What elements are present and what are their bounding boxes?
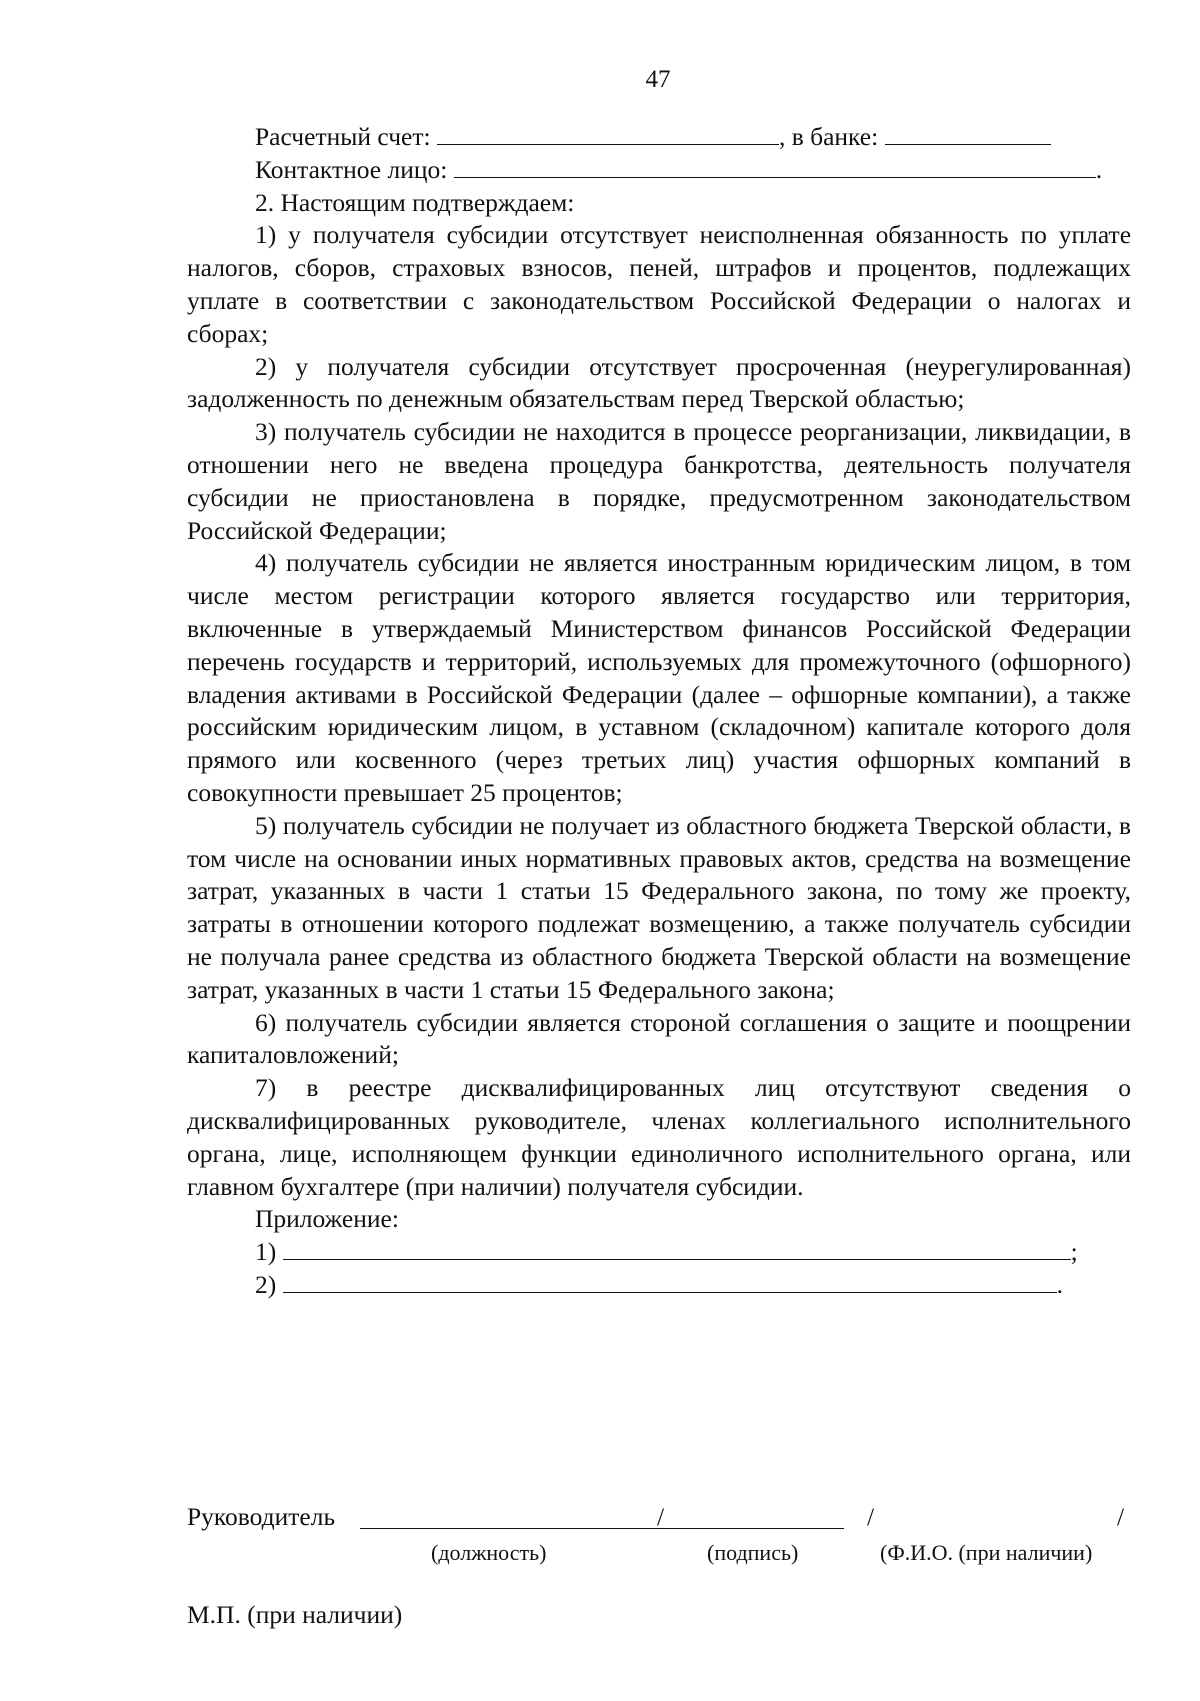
attachment-num: 1) xyxy=(255,1237,277,1267)
attachment-end: . xyxy=(1056,1269,1063,1299)
attachment-row xyxy=(187,1236,1131,1269)
item-text: в реестре дисквалифицированных лиц отсутствуют сведения о дисквалифицированных руководителе, членах коллегиального исполнительного органа, лице, исполняющем функции единоличного исполнительного органа, или главном бухгалтере (при наличии) получателя субсидии. xyxy=(187,1073,1132,1201)
bank-blank xyxy=(885,122,1051,145)
attachment-blank xyxy=(283,1270,1057,1293)
signature-captions xyxy=(187,1536,1131,1576)
confirm-heading: 2. Настоящим подтверждаем: xyxy=(255,187,575,217)
account-blank xyxy=(437,122,779,145)
item-number: 3) xyxy=(255,417,277,447)
caption-name: (Ф.И.О. (при наличии) xyxy=(880,1540,1093,1565)
slash: / xyxy=(657,1502,665,1531)
bank-label: , в банке: xyxy=(778,122,879,151)
attachment-end: ; xyxy=(1070,1237,1078,1267)
attachment-num: 2) xyxy=(255,1269,277,1299)
item-text: получатель субсидии не получает из областного бюджета Тверской области, в том числе на основании иных нормативных правовых актов, средства на возмещение затрат, указанных в части 1 статьи 15 Федерального закона, по тому же проекту, затраты в отношении которого подлежат возмещению, а также получатель субсидии не получала ранее средства из областного бюджета Тверской области на возмещение затрат, указанных в части 1 статьи 15 Федерального закона; xyxy=(187,810,1132,1004)
attachment-row xyxy=(187,1269,1131,1302)
slash: / xyxy=(1117,1502,1125,1531)
confirmation-item xyxy=(187,1072,1131,1203)
item-number: 5) xyxy=(255,810,277,840)
confirmation-item xyxy=(187,1007,1131,1073)
item-number: 7) xyxy=(255,1073,277,1103)
item-number: 2) xyxy=(255,351,277,381)
item-number: 1) xyxy=(255,220,277,250)
confirmation-item xyxy=(187,416,1131,547)
confirmation-item xyxy=(187,351,1131,417)
caption-signature: (подпись) xyxy=(707,1540,799,1565)
account-label: Расчетный счет: xyxy=(255,122,431,151)
item-number: 4) xyxy=(255,548,277,578)
page-number: 47 xyxy=(645,66,671,93)
contact-label: Контактное лицо: xyxy=(255,154,448,184)
attachment-blank xyxy=(283,1237,1071,1260)
position-line xyxy=(360,1528,844,1529)
attachment-label: Приложение: xyxy=(255,1204,399,1234)
signature-block xyxy=(187,1502,1131,1576)
contact-row: Контактное лицо: . xyxy=(255,154,1103,184)
item-text: получатель субсидии является стороной соглашения о защите и поощрении капиталовложений; xyxy=(187,1007,1132,1070)
confirmation-list xyxy=(187,219,1131,1203)
signature-row xyxy=(187,1502,1131,1536)
item-text: у получателя субсидии отсутствует просроченная (неурегулированная) задолженность по денежным обязательствам перед Тверской областью; xyxy=(187,351,1131,414)
item-text: получатель субсидии не находится в процессе реорганизации, ликвидации, в отношении него не введена процедура банкротства, деятельность получателя субсидии не приостановлена в порядке, предусмотренном законодательством Российской Федерации; xyxy=(187,417,1131,545)
confirmation-item xyxy=(187,810,1131,1007)
confirmation-item xyxy=(187,547,1131,809)
account-row xyxy=(187,121,1131,154)
confirmation-item xyxy=(187,219,1131,350)
caption-position: (должность) xyxy=(431,1540,547,1565)
contact-blank xyxy=(454,155,1096,178)
slash: / xyxy=(867,1502,875,1531)
signature-label: Руководитель xyxy=(187,1502,336,1531)
item-text: у получателя субсидии отсутствует неисполненная обязанность по уплате налогов, сборов, страховых взносов, пеней, штрафов и процентов, подлежащих уплате в соответствии с законодательством Российской Федерации о налогах и сборах; xyxy=(187,220,1132,348)
document-body xyxy=(187,121,1131,1302)
stamp-label: М.П. (при наличии) xyxy=(187,1600,403,1629)
item-text: получатель субсидии не является иностранным юридическим лицом, в том числе местом регистрации которого является государство или территория, включенные в утверждаемый Министерством финансов Российской Федерации перечень государств и территорий, используемых для промежуточного (офшорного) владения активами в Российской Федерации (далее – офшорные компании), а также российским юридическим лицом, в уставном (складочном) капитале которого доля прямого или косвенного (через третьих лиц) участия офшорных компаний в совокупности превышает 25 процентов; xyxy=(187,548,1131,807)
item-number: 6) xyxy=(255,1007,277,1037)
